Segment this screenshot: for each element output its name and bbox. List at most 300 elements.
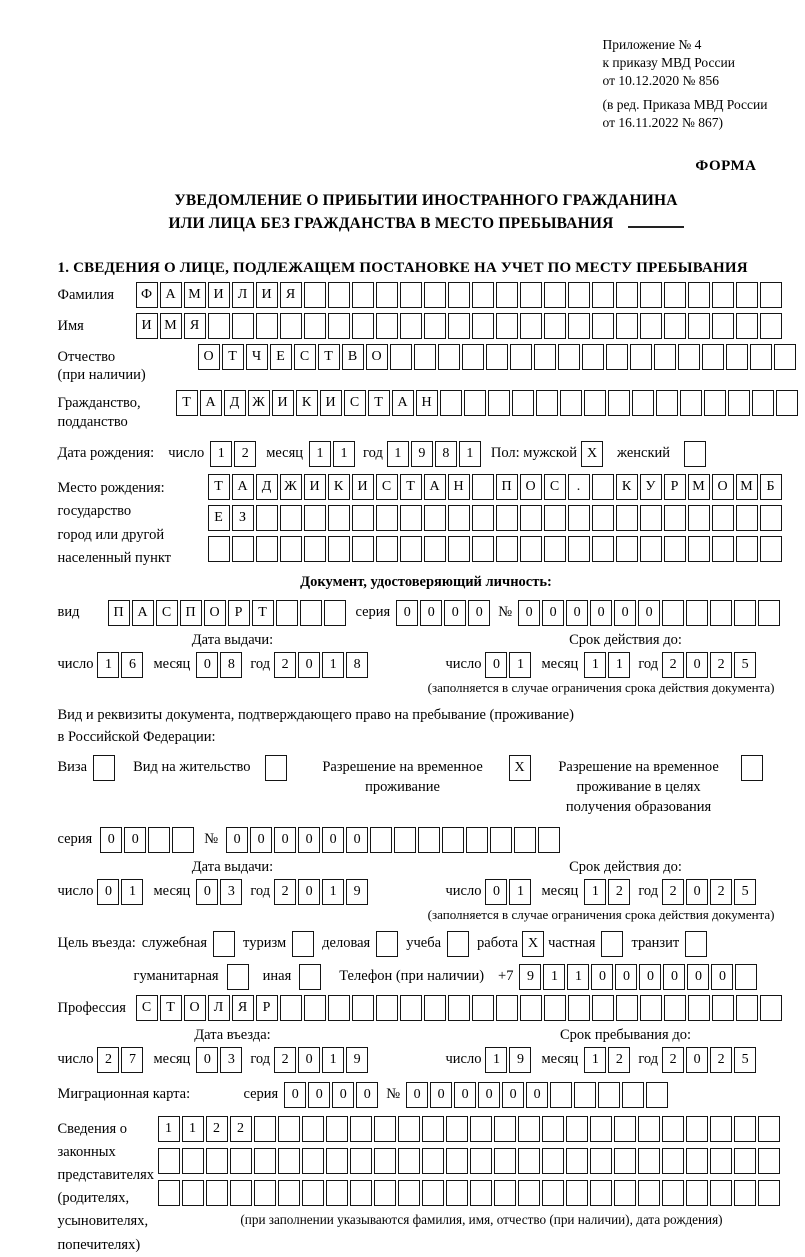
- char-cell[interactable]: Т: [208, 474, 230, 500]
- char-cell[interactable]: [710, 600, 732, 626]
- char-cell[interactable]: И: [272, 390, 294, 416]
- char-cell[interactable]: 2: [274, 879, 296, 905]
- char-cell[interactable]: [470, 1148, 492, 1174]
- char-cell[interactable]: [654, 344, 676, 370]
- char-cell[interactable]: [400, 536, 422, 562]
- char-cell[interactable]: 0: [430, 1082, 452, 1108]
- given-name-cells[interactable]: [136, 313, 782, 339]
- res-valid-month-cells[interactable]: [584, 879, 630, 905]
- birth-year-cells[interactable]: [387, 441, 481, 467]
- surname-cells[interactable]: [136, 282, 782, 308]
- char-cell[interactable]: 5: [734, 879, 756, 905]
- char-cell[interactable]: Т: [368, 390, 390, 416]
- char-cell[interactable]: [568, 536, 590, 562]
- purpose-private-checkbox[interactable]: [601, 931, 623, 957]
- char-cell[interactable]: [566, 1180, 588, 1206]
- char-cell[interactable]: [148, 827, 170, 853]
- char-cell[interactable]: 0: [478, 1082, 500, 1108]
- char-cell[interactable]: [566, 1148, 588, 1174]
- char-cell[interactable]: [520, 505, 542, 531]
- char-cell[interactable]: [544, 536, 566, 562]
- char-cell[interactable]: Д: [256, 474, 278, 500]
- char-cell[interactable]: 1: [509, 879, 531, 905]
- char-cell[interactable]: [514, 827, 536, 853]
- char-cell[interactable]: [736, 536, 758, 562]
- birth-day-cells[interactable]: [210, 441, 256, 467]
- char-cell[interactable]: О: [184, 995, 206, 1021]
- char-cell[interactable]: [326, 1116, 348, 1142]
- id-valid-day-cells[interactable]: [485, 652, 531, 678]
- char-cell[interactable]: [376, 536, 398, 562]
- char-cell[interactable]: Т: [222, 344, 244, 370]
- char-cell[interactable]: [662, 1116, 684, 1142]
- char-cell[interactable]: [734, 1180, 756, 1206]
- char-cell[interactable]: М: [184, 282, 206, 308]
- stay-month-cells[interactable]: [584, 1047, 630, 1073]
- char-cell[interactable]: [232, 313, 254, 339]
- char-cell[interactable]: 0: [566, 600, 588, 626]
- char-cell[interactable]: [688, 313, 710, 339]
- char-cell[interactable]: Р: [664, 474, 686, 500]
- char-cell[interactable]: [758, 1180, 780, 1206]
- char-cell[interactable]: К: [328, 474, 350, 500]
- char-cell[interactable]: 9: [411, 441, 433, 467]
- char-cell[interactable]: [592, 474, 614, 500]
- char-cell[interactable]: 0: [97, 879, 119, 905]
- char-cell[interactable]: 1: [309, 441, 331, 467]
- char-cell[interactable]: [254, 1148, 276, 1174]
- char-cell[interactable]: 0: [124, 827, 146, 853]
- char-cell[interactable]: [448, 505, 470, 531]
- char-cell[interactable]: [704, 390, 726, 416]
- char-cell[interactable]: Т: [318, 344, 340, 370]
- char-cell[interactable]: [422, 1180, 444, 1206]
- char-cell[interactable]: [376, 313, 398, 339]
- char-cell[interactable]: [400, 313, 422, 339]
- char-cell[interactable]: [400, 282, 422, 308]
- char-cell[interactable]: О: [520, 474, 542, 500]
- char-cell[interactable]: [656, 390, 678, 416]
- char-cell[interactable]: Н: [448, 474, 470, 500]
- char-cell[interactable]: И: [136, 313, 158, 339]
- char-cell[interactable]: [328, 536, 350, 562]
- char-cell[interactable]: [518, 1148, 540, 1174]
- char-cell[interactable]: 0: [639, 964, 661, 990]
- char-cell[interactable]: 0: [686, 1047, 708, 1073]
- purpose-work-checkbox[interactable]: X: [522, 931, 544, 957]
- char-cell[interactable]: [418, 827, 440, 853]
- char-cell[interactable]: [400, 995, 422, 1021]
- purpose-study-checkbox[interactable]: [447, 931, 469, 957]
- char-cell[interactable]: [544, 505, 566, 531]
- char-cell[interactable]: [726, 344, 748, 370]
- char-cell[interactable]: 0: [346, 827, 368, 853]
- char-cell[interactable]: 9: [519, 964, 541, 990]
- char-cell[interactable]: 0: [196, 1047, 218, 1073]
- char-cell[interactable]: [592, 282, 614, 308]
- char-cell[interactable]: [448, 995, 470, 1021]
- char-cell[interactable]: А: [392, 390, 414, 416]
- char-cell[interactable]: 0: [274, 827, 296, 853]
- char-cell[interactable]: [520, 313, 542, 339]
- char-cell[interactable]: [486, 344, 508, 370]
- char-cell[interactable]: 0: [444, 600, 466, 626]
- char-cell[interactable]: [472, 282, 494, 308]
- char-cell[interactable]: [182, 1148, 204, 1174]
- char-cell[interactable]: [376, 505, 398, 531]
- id-number-cells[interactable]: [518, 600, 780, 626]
- char-cell[interactable]: 0: [485, 879, 507, 905]
- char-cell[interactable]: [592, 995, 614, 1021]
- visa-checkbox[interactable]: [93, 755, 115, 781]
- char-cell[interactable]: [442, 827, 464, 853]
- char-cell[interactable]: [640, 505, 662, 531]
- sex-male-checkbox[interactable]: X: [581, 441, 603, 467]
- char-cell[interactable]: [254, 1180, 276, 1206]
- char-cell[interactable]: [728, 390, 750, 416]
- purpose-official-checkbox[interactable]: [213, 931, 235, 957]
- char-cell[interactable]: [686, 1180, 708, 1206]
- char-cell[interactable]: [302, 1180, 324, 1206]
- char-cell[interactable]: [352, 282, 374, 308]
- char-cell[interactable]: 7: [121, 1047, 143, 1073]
- char-cell[interactable]: [566, 1116, 588, 1142]
- char-cell[interactable]: 0: [502, 1082, 524, 1108]
- char-cell[interactable]: [760, 313, 782, 339]
- char-cell[interactable]: 0: [591, 964, 613, 990]
- char-cell[interactable]: Л: [232, 282, 254, 308]
- char-cell[interactable]: [712, 505, 734, 531]
- char-cell[interactable]: [302, 1116, 324, 1142]
- char-cell[interactable]: 1: [387, 441, 409, 467]
- char-cell[interactable]: [680, 390, 702, 416]
- char-cell[interactable]: [324, 600, 346, 626]
- char-cell[interactable]: [422, 1148, 444, 1174]
- char-cell[interactable]: [328, 995, 350, 1021]
- char-cell[interactable]: [448, 282, 470, 308]
- char-cell[interactable]: 1: [97, 652, 119, 678]
- char-cell[interactable]: [544, 282, 566, 308]
- char-cell[interactable]: И: [256, 282, 278, 308]
- char-cell[interactable]: 9: [346, 879, 368, 905]
- char-cell[interactable]: [302, 1148, 324, 1174]
- char-cell[interactable]: 2: [710, 652, 732, 678]
- char-cell[interactable]: [646, 1082, 668, 1108]
- char-cell[interactable]: [542, 1148, 564, 1174]
- char-cell[interactable]: [736, 505, 758, 531]
- char-cell[interactable]: А: [424, 474, 446, 500]
- char-cell[interactable]: [544, 995, 566, 1021]
- char-cell[interactable]: [710, 1180, 732, 1206]
- char-cell[interactable]: С: [544, 474, 566, 500]
- char-cell[interactable]: [440, 390, 462, 416]
- char-cell[interactable]: [664, 995, 686, 1021]
- char-cell[interactable]: [688, 995, 710, 1021]
- char-cell[interactable]: [374, 1116, 396, 1142]
- char-cell[interactable]: [614, 1180, 636, 1206]
- char-cell[interactable]: [328, 313, 350, 339]
- char-cell[interactable]: 1: [322, 879, 344, 905]
- char-cell[interactable]: Д: [224, 390, 246, 416]
- char-cell[interactable]: [276, 600, 298, 626]
- birth-place-row1-cells[interactable]: [208, 474, 782, 500]
- char-cell[interactable]: 0: [542, 600, 564, 626]
- char-cell[interactable]: [758, 1116, 780, 1142]
- char-cell[interactable]: [735, 964, 757, 990]
- char-cell[interactable]: [304, 313, 326, 339]
- char-cell[interactable]: О: [712, 474, 734, 500]
- char-cell[interactable]: [172, 827, 194, 853]
- char-cell[interactable]: [496, 995, 518, 1021]
- char-cell[interactable]: С: [136, 995, 158, 1021]
- char-cell[interactable]: [352, 505, 374, 531]
- char-cell[interactable]: [304, 505, 326, 531]
- char-cell[interactable]: [510, 344, 532, 370]
- char-cell[interactable]: 0: [298, 827, 320, 853]
- char-cell[interactable]: С: [294, 344, 316, 370]
- char-cell[interactable]: 1: [182, 1116, 204, 1142]
- char-cell[interactable]: [734, 1148, 756, 1174]
- char-cell[interactable]: 0: [196, 652, 218, 678]
- char-cell[interactable]: [734, 600, 756, 626]
- char-cell[interactable]: [280, 536, 302, 562]
- char-cell[interactable]: [568, 995, 590, 1021]
- char-cell[interactable]: [712, 536, 734, 562]
- char-cell[interactable]: [712, 282, 734, 308]
- char-cell[interactable]: [472, 313, 494, 339]
- res-valid-year-cells[interactable]: [662, 879, 756, 905]
- purpose-humanitarian-checkbox[interactable]: [227, 964, 249, 990]
- mig-number-cells[interactable]: [406, 1082, 668, 1108]
- char-cell[interactable]: 0: [614, 600, 636, 626]
- char-cell[interactable]: К: [296, 390, 318, 416]
- char-cell[interactable]: [206, 1180, 228, 1206]
- char-cell[interactable]: [278, 1148, 300, 1174]
- char-cell[interactable]: [702, 344, 724, 370]
- char-cell[interactable]: [374, 1148, 396, 1174]
- patronymic-cells[interactable]: [198, 344, 796, 370]
- char-cell[interactable]: С: [344, 390, 366, 416]
- char-cell[interactable]: [350, 1180, 372, 1206]
- char-cell[interactable]: [394, 827, 416, 853]
- char-cell[interactable]: 1: [509, 652, 531, 678]
- char-cell[interactable]: [448, 313, 470, 339]
- res-valid-day-cells[interactable]: [485, 879, 531, 905]
- char-cell[interactable]: [182, 1180, 204, 1206]
- char-cell[interactable]: 2: [274, 652, 296, 678]
- char-cell[interactable]: 0: [526, 1082, 548, 1108]
- char-cell[interactable]: З: [232, 505, 254, 531]
- char-cell[interactable]: 1: [322, 652, 344, 678]
- char-cell[interactable]: У: [640, 474, 662, 500]
- char-cell[interactable]: [550, 1082, 572, 1108]
- char-cell[interactable]: Е: [208, 505, 230, 531]
- char-cell[interactable]: [512, 390, 534, 416]
- char-cell[interactable]: 1: [584, 879, 606, 905]
- char-cell[interactable]: А: [160, 282, 182, 308]
- char-cell[interactable]: 0: [308, 1082, 330, 1108]
- char-cell[interactable]: Ч: [246, 344, 268, 370]
- entry-year-cells[interactable]: [274, 1047, 368, 1073]
- char-cell[interactable]: 1: [485, 1047, 507, 1073]
- char-cell[interactable]: 0: [298, 652, 320, 678]
- temp-permit-edu-checkbox[interactable]: [741, 755, 763, 781]
- char-cell[interactable]: [446, 1180, 468, 1206]
- char-cell[interactable]: 0: [420, 600, 442, 626]
- char-cell[interactable]: [640, 313, 662, 339]
- char-cell[interactable]: [376, 995, 398, 1021]
- char-cell[interactable]: 2: [206, 1116, 228, 1142]
- char-cell[interactable]: [374, 1180, 396, 1206]
- birth-place-row2-cells[interactable]: [208, 505, 782, 531]
- char-cell[interactable]: [470, 1116, 492, 1142]
- char-cell[interactable]: [350, 1148, 372, 1174]
- stay-day-cells[interactable]: [485, 1047, 531, 1073]
- char-cell[interactable]: [582, 344, 604, 370]
- char-cell[interactable]: 0: [332, 1082, 354, 1108]
- char-cell[interactable]: 5: [734, 1047, 756, 1073]
- char-cell[interactable]: 0: [615, 964, 637, 990]
- char-cell[interactable]: [230, 1148, 252, 1174]
- id-issue-month-cells[interactable]: [196, 652, 242, 678]
- char-cell[interactable]: К: [616, 474, 638, 500]
- char-cell[interactable]: [568, 505, 590, 531]
- char-cell[interactable]: [472, 474, 494, 500]
- char-cell[interactable]: [734, 1116, 756, 1142]
- char-cell[interactable]: [606, 344, 628, 370]
- char-cell[interactable]: 0: [196, 879, 218, 905]
- res-series-cells[interactable]: [100, 827, 194, 853]
- char-cell[interactable]: 9: [509, 1047, 531, 1073]
- char-cell[interactable]: [278, 1116, 300, 1142]
- char-cell[interactable]: 8: [346, 652, 368, 678]
- char-cell[interactable]: Я: [232, 995, 254, 1021]
- char-cell[interactable]: М: [736, 474, 758, 500]
- char-cell[interactable]: [592, 505, 614, 531]
- char-cell[interactable]: [422, 1116, 444, 1142]
- birth-place-row3-cells[interactable]: [208, 536, 782, 562]
- char-cell[interactable]: 0: [100, 827, 122, 853]
- char-cell[interactable]: 1: [567, 964, 589, 990]
- guardians-row1-cells[interactable]: [158, 1116, 805, 1142]
- id-valid-year-cells[interactable]: [662, 652, 756, 678]
- char-cell[interactable]: [488, 390, 510, 416]
- char-cell[interactable]: 1: [543, 964, 565, 990]
- char-cell[interactable]: [494, 1148, 516, 1174]
- char-cell[interactable]: [568, 313, 590, 339]
- char-cell[interactable]: [616, 995, 638, 1021]
- char-cell[interactable]: 1: [584, 1047, 606, 1073]
- char-cell[interactable]: [280, 995, 302, 1021]
- id-series-cells[interactable]: [396, 600, 490, 626]
- char-cell[interactable]: О: [198, 344, 220, 370]
- res-issue-day-cells[interactable]: [97, 879, 143, 905]
- char-cell[interactable]: П: [108, 600, 130, 626]
- char-cell[interactable]: 0: [298, 879, 320, 905]
- res-number-cells[interactable]: [226, 827, 560, 853]
- char-cell[interactable]: [616, 536, 638, 562]
- char-cell[interactable]: Л: [208, 995, 230, 1021]
- char-cell[interactable]: [472, 536, 494, 562]
- char-cell[interactable]: Ж: [280, 474, 302, 500]
- char-cell[interactable]: [398, 1180, 420, 1206]
- char-cell[interactable]: [774, 344, 796, 370]
- char-cell[interactable]: И: [208, 282, 230, 308]
- char-cell[interactable]: [304, 282, 326, 308]
- char-cell[interactable]: [496, 536, 518, 562]
- char-cell[interactable]: [568, 282, 590, 308]
- char-cell[interactable]: [326, 1148, 348, 1174]
- char-cell[interactable]: И: [320, 390, 342, 416]
- char-cell[interactable]: [664, 313, 686, 339]
- temp-permit-checkbox[interactable]: X: [509, 755, 531, 781]
- char-cell[interactable]: 1: [608, 652, 630, 678]
- purpose-transit-checkbox[interactable]: [685, 931, 707, 957]
- char-cell[interactable]: [712, 995, 734, 1021]
- char-cell[interactable]: [256, 505, 278, 531]
- char-cell[interactable]: [638, 1148, 660, 1174]
- char-cell[interactable]: О: [366, 344, 388, 370]
- char-cell[interactable]: [496, 313, 518, 339]
- char-cell[interactable]: [304, 995, 326, 1021]
- stay-year-cells[interactable]: [662, 1047, 756, 1073]
- char-cell[interactable]: 0: [590, 600, 612, 626]
- char-cell[interactable]: [352, 995, 374, 1021]
- char-cell[interactable]: [630, 344, 652, 370]
- char-cell[interactable]: [686, 1116, 708, 1142]
- char-cell[interactable]: П: [496, 474, 518, 500]
- char-cell[interactable]: Я: [184, 313, 206, 339]
- char-cell[interactable]: [256, 536, 278, 562]
- char-cell[interactable]: [538, 827, 560, 853]
- profession-cells[interactable]: [136, 995, 782, 1021]
- char-cell[interactable]: [446, 1148, 468, 1174]
- char-cell[interactable]: Т: [160, 995, 182, 1021]
- sex-female-checkbox[interactable]: [684, 441, 706, 467]
- char-cell[interactable]: [542, 1116, 564, 1142]
- char-cell[interactable]: 2: [710, 879, 732, 905]
- char-cell[interactable]: [632, 390, 654, 416]
- entry-month-cells[interactable]: [196, 1047, 242, 1073]
- char-cell[interactable]: 0: [406, 1082, 428, 1108]
- char-cell[interactable]: [350, 1116, 372, 1142]
- char-cell[interactable]: 0: [298, 1047, 320, 1073]
- char-cell[interactable]: [230, 1180, 252, 1206]
- char-cell[interactable]: Т: [252, 600, 274, 626]
- char-cell[interactable]: 2: [234, 441, 256, 467]
- char-cell[interactable]: 0: [663, 964, 685, 990]
- char-cell[interactable]: [370, 827, 392, 853]
- char-cell[interactable]: [736, 313, 758, 339]
- char-cell[interactable]: [662, 1148, 684, 1174]
- char-cell[interactable]: [662, 1180, 684, 1206]
- char-cell[interactable]: 0: [638, 600, 660, 626]
- char-cell[interactable]: 0: [518, 600, 540, 626]
- char-cell[interactable]: [424, 995, 446, 1021]
- char-cell[interactable]: 9: [346, 1047, 368, 1073]
- char-cell[interactable]: 2: [230, 1116, 252, 1142]
- char-cell[interactable]: [688, 536, 710, 562]
- char-cell[interactable]: [752, 390, 774, 416]
- char-cell[interactable]: 0: [686, 879, 708, 905]
- char-cell[interactable]: [424, 313, 446, 339]
- char-cell[interactable]: [208, 536, 230, 562]
- char-cell[interactable]: [584, 390, 606, 416]
- char-cell[interactable]: [424, 282, 446, 308]
- id-issue-year-cells[interactable]: [274, 652, 368, 678]
- char-cell[interactable]: [496, 282, 518, 308]
- char-cell[interactable]: В: [342, 344, 364, 370]
